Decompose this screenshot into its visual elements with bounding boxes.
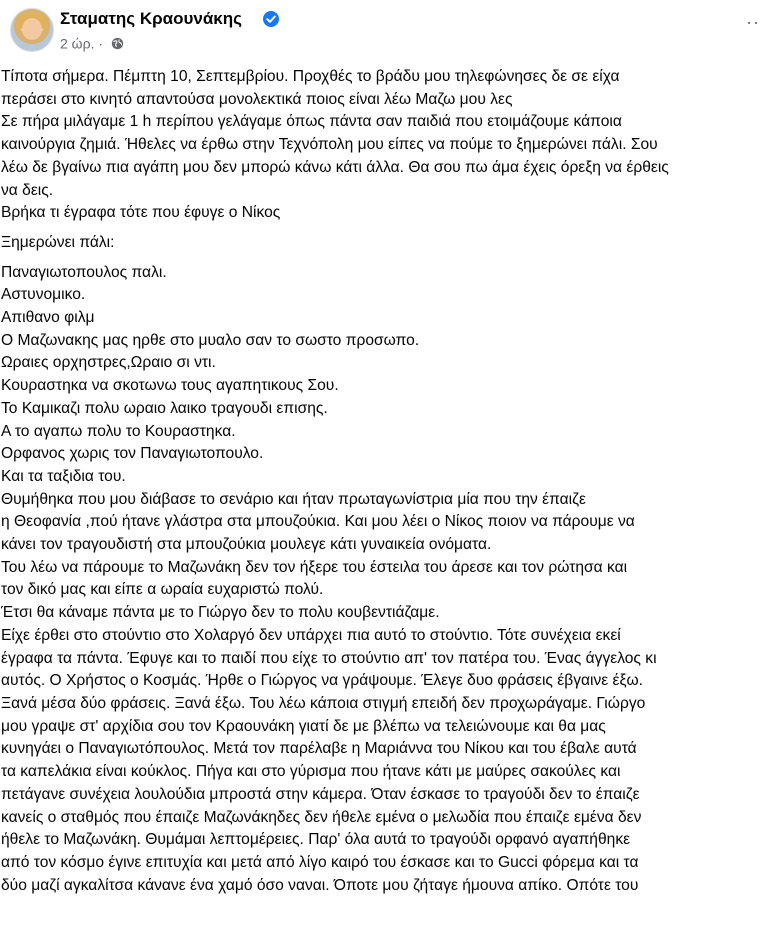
post-line: Βρήκα τι έγραφα τότε που έφυγε ο Νίκος xyxy=(1,204,281,222)
post-line: μου γραψε στ' αρχίδια σου τον Κραουνάκη γιατί δε με βλέπω να τελειώνουμε και θα μας xyxy=(1,717,606,735)
post-meta xyxy=(60,33,124,51)
post-line: Ωραιες ορχηστρες,Ωραιο σι ντι. xyxy=(1,354,216,372)
post-line: Απιθανο φιλμ xyxy=(1,309,95,327)
post-line: Ο Μαζωνακης μας ηρθε στο μυαλο σαν το σωστο προσωπο. xyxy=(1,331,420,349)
post-line: κανείς ο σταθμός που έπαιζε Μαζωνάκηδες δεν ήθελε εμένα ο μελωδία που έπαιζε εμένα δεν xyxy=(1,808,642,826)
post-line: από τον κόσμο έγινε επιτυχία και μετά από λίγο καιρό του έσκασε και το Gucci φόρεμα και τα xyxy=(1,853,639,871)
post-line: κυνηγάει ο Παναγιωτόπουλος. Μετά τον παρέλαβε η Μαριάννα του Νίκου και του έβαλε αυτά xyxy=(1,740,637,758)
globe-icon xyxy=(111,37,124,50)
post-text xyxy=(0,66,760,897)
post-line: έγραφα τα πάντα. Έφυγε και το παιδί που είχε το στούντιο απ' τον πατέρα του. Ένας άγγελος κι xyxy=(1,649,657,667)
post-line: Έτσι θα κάναμε πάντα με το Γιώργο δεν το πολυ κουβεντιάζαμε. xyxy=(1,604,440,622)
post-line: Σε πήρα μιλάγαμε 1 h περίπου γελάγαμε όπως πάντα σαν παιδιά που ετοιμάζουμε κάποια xyxy=(1,113,622,131)
post-line: Ξημερώνει πάλι: xyxy=(1,233,115,251)
post-line: Του λέω να πάρουμε το Μαζωνάκη δεν τον ήξερε του έστειλα του άρεσε και τον ρώτησα και xyxy=(1,558,628,576)
post-line: Α το αγαπω πολυ το Κουραστηκα. xyxy=(1,422,236,440)
post-line: Ξανά μέσα δύο φράσεις. Ξανά έξω. Του λέω κάποια στιγμή επειδή δεν προχωράγαμε. Γιώργο xyxy=(1,694,646,712)
post-line: Είχε έρθει στο στούντιο στο Χολαργό δεν υπάρχει πια αυτό το στούντιο. Τότε συνέχεια εκεί xyxy=(1,626,621,644)
post-line: η Θεοφανία ,πού ήτανε γλάστρα στα μπουζούκια. Και μου λέει ο Νίκος ποιον να πάρουμε να xyxy=(1,513,635,531)
post-line: τον δικό μας και είπε α ωραία ευχαριστώ πολύ. xyxy=(1,581,324,599)
meta-separator: · xyxy=(98,35,104,52)
post-line: καινούργια ζημιά. Ήθελες να έρθω στην Τεχνόπολη μου είπες να πούμε το ξημερώνει πάλι. Σου xyxy=(1,136,658,154)
post-line: Αστυνομικο. xyxy=(1,286,86,304)
post-time[interactable]: 2 ώρ. xyxy=(60,35,95,52)
post-line: δύο μαζί αγκαλίτσα κάνανε ένα χαμό όσο ναναι. Όποτε μου ζήταγε ήμουνα απίκο. Οπότε του xyxy=(1,876,639,894)
post-line: Θυμήθηκα που μου διάβασε το σενάριο και ήταν πρωταγωνίστρια μία που την έπαιζε xyxy=(1,490,586,508)
post-line: Και τα ταξιδια του. xyxy=(1,467,126,485)
post-line: αυτός. Ο Χρήστος ο Κοσμάς. Ήρθε ο Γιώργος να γράψουμε. Έλεγε δυο φράσεις έβγαινε έξω. xyxy=(1,672,644,690)
post-line: περάσει στο κινητό απαντούσα μονολεκτικά ποιος είναι λέω Μαζω μου λες xyxy=(1,90,513,108)
post-line: τα καπελάκια είναι κούκλος. Πήγα και στο γύρισμα που ήτανε κάτι με μαύρες σακούλες και xyxy=(1,763,621,781)
post-line: Κουραστηκα να σκοτωνω τους αγαπητικους Σου. xyxy=(1,377,339,395)
verified-badge-icon xyxy=(263,11,279,27)
avatar-face xyxy=(22,18,42,40)
post-line: Παναγιωτοπουλος παλι. xyxy=(1,263,167,281)
post-line: λέω δε βγαίνω πια αγάπη μου δεν μπορώ κάνω κάτι άλλα. Θα σου πω άμα έχεις όρεξη να έρθεις xyxy=(1,158,669,176)
post-line: Ορφανος χωρις τον Παναγιωτοπουλο. xyxy=(1,445,264,463)
post-line: Το Καμικαζι πολυ ωραιο λαικο τραγουδι επισης. xyxy=(1,399,328,417)
post-header xyxy=(0,0,760,62)
post-line: να δεις. xyxy=(1,181,54,199)
post-line: κάνει τον τραγουδιστή στα μπουζούκια μουλεγε κάτι γυναικεία ονόματα. xyxy=(1,536,492,554)
avatar[interactable] xyxy=(10,8,54,52)
post-line: Τίποτα σήμερα. Πέμπτη 10, Σεπτεμβρίου. Προχθές το βράδυ μου τηλεφώνησες δε σε είχα xyxy=(1,68,620,85)
post-line: ήθελε το Μαζωνάκη. Θυμάμαι λεπτομέρειες. Παρ' όλα αυτά το τραγούδι ορφανό αγαπήθηκε xyxy=(1,831,631,849)
author-name[interactable]: Σταματης Κραουνάκης xyxy=(60,9,242,28)
more-options-icon[interactable]: ·· xyxy=(746,12,760,32)
post-line: πετάγανε συνέχεια λουλούδια μπροστά στην κάμερα. Όταν έσκασε το τραγούδι δεν το έπαιζε xyxy=(1,785,640,803)
